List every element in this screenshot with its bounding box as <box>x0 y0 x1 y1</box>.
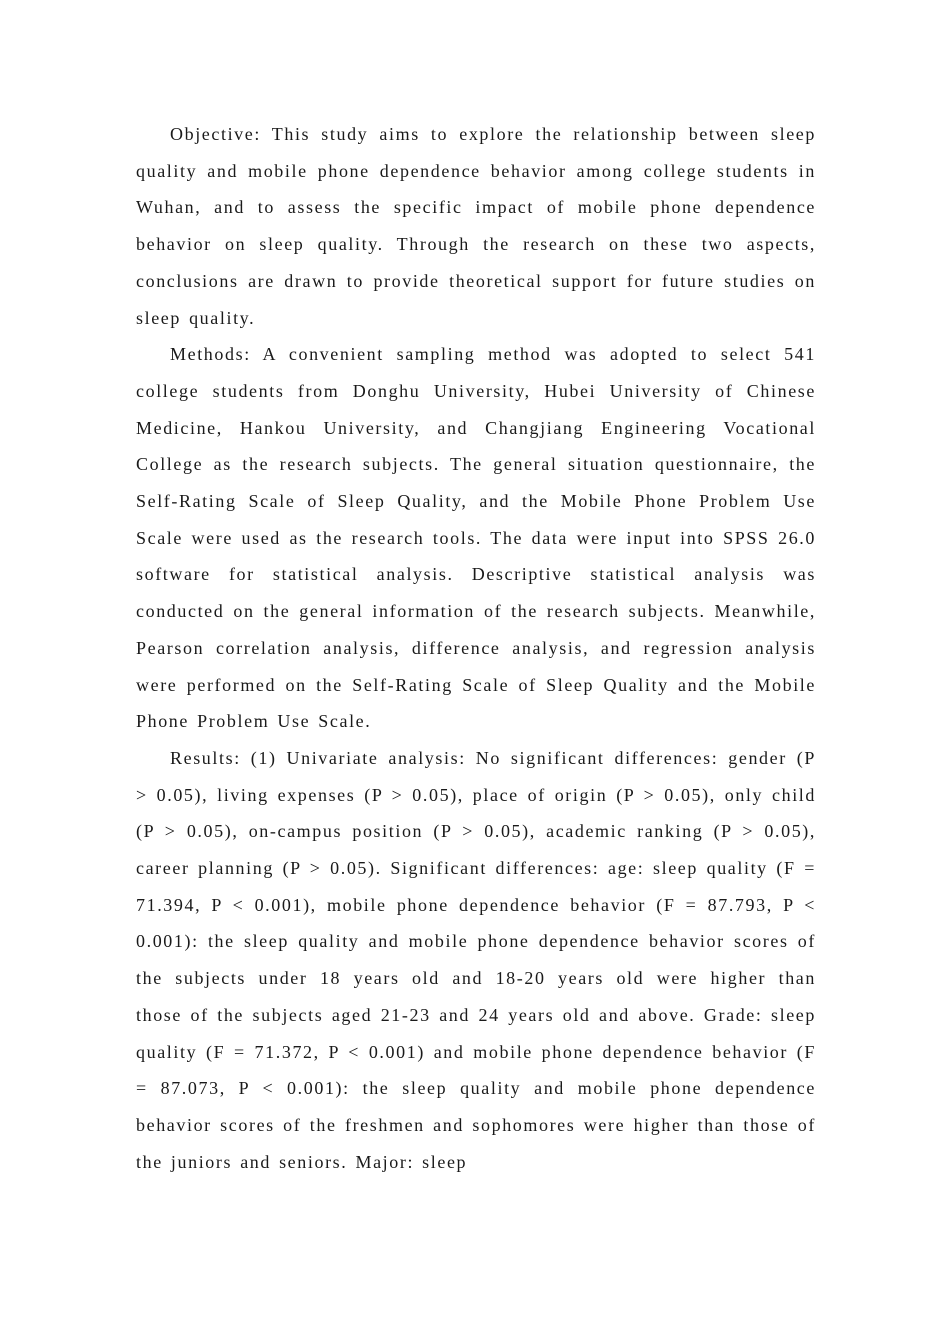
objective-paragraph: Objective: This study aims to explore the relationship between sleep quality and mobile phone dependence behavior among college students in Wuhan, and to assess the specific impact of mobile phone dependence behavior on sleep quality. Through the research on these two aspects, conclusions are drawn to provide theoretical support for future studies on sleep quality. <box>136 124 816 328</box>
document-page <box>136 116 816 1180</box>
methods-paragraph: Methods: A convenient sampling method was adopted to select 541 college students from Donghu University, Hubei University of Chinese Medicine, Hankou University, and Changjiang Engineering Vocational College as the research subjects. The general situation questionnaire, the Self-Rating Scale of Sleep Quality, and the Mobile Phone Problem Use Scale were used as the research tools. The data were input into SPSS 26.0 software for statistical analysis. Descriptive statistical analysis was conducted on the general information of the research subjects. Meanwhile, Pearson correlation analysis, difference analysis, and regression analysis were performed on the Self-Rating Scale of Sleep Quality and the Mobile Phone Problem Use Scale. <box>136 344 816 732</box>
results-paragraph: Results: (1) Univariate analysis: No significant differences: gender (P > 0.05), living expenses (P > 0.05), place of origin (P > 0.05), only child (P > 0.05), on-campus position (P > 0.05), academic ranking (P > 0.05), career planning (P > 0.05). Significant differences: age: sleep quality (F = 71.394, P < 0.001), mobile phone dependence behavior (F = 87.793, P < 0.001): the sleep quality and mobile phone dependence behavior scores of the subjects under 18 years old and 18-20 years old were higher than those of the subjects aged 21-23 and 24 years old and above. Grade: sleep quality (F = 71.372, P < 0.001) and mobile phone dependence behavior (F = 87.073, P < 0.001): the sleep quality and mobile phone dependence behavior scores of the freshmen and sophomores were higher than those of the juniors and seniors. Major: sleep <box>136 747 816 1172</box>
